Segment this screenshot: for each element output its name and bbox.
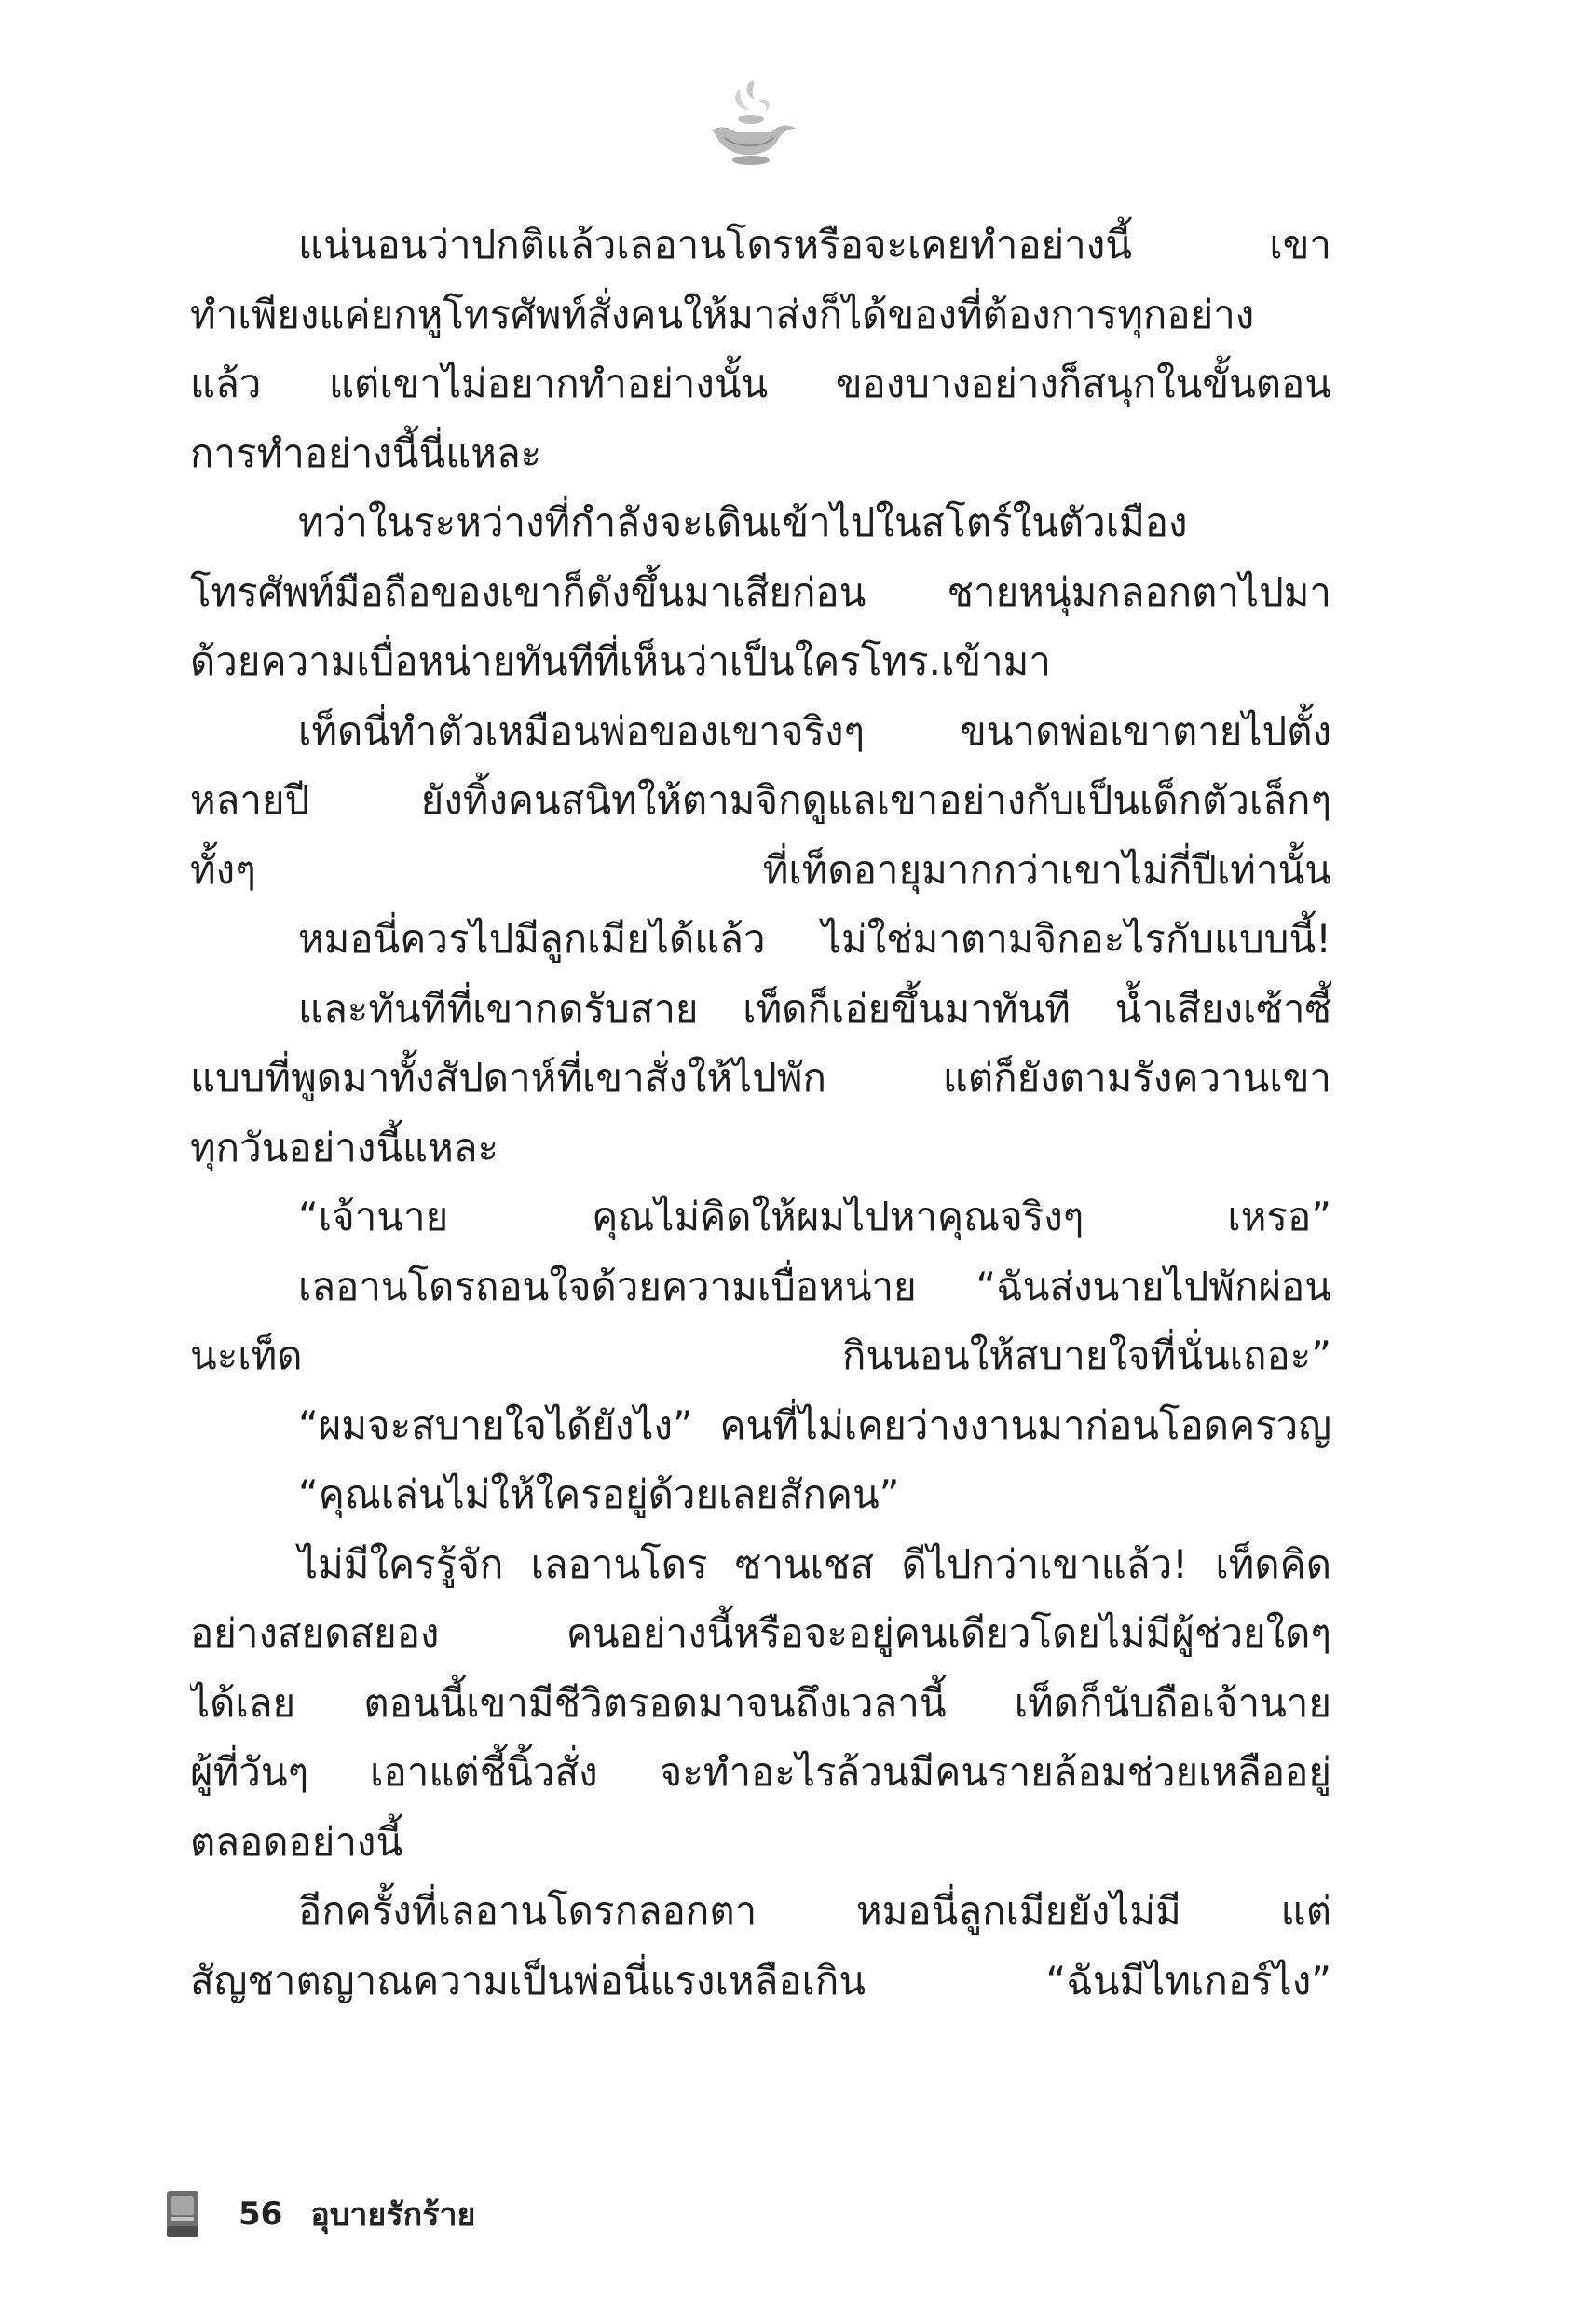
text-segment: อีกครั้งที่เลอานโดรกลอกตา — [298, 1888, 757, 1934]
text-segment: หมอนี่ลูกเมียยังไม่มี — [856, 1888, 1181, 1934]
text-line — [190, 558, 1331, 628]
text-segment: ดีไปกว่าเขาแล้ว! — [901, 1540, 1189, 1587]
text-line — [190, 836, 1331, 906]
text-line — [190, 627, 1331, 697]
text-segment: แต่เขาไม่อยากทำอย่างนั้น — [328, 361, 769, 406]
text-line — [190, 419, 1331, 489]
text-line — [190, 1738, 1331, 1808]
page-number: 56 — [239, 2195, 283, 2233]
text-segment: หลายปี — [190, 777, 310, 823]
text-line — [190, 1877, 1331, 1947]
text-segment: เท็ดก็เอ่ยขึ้นมาทันที — [743, 985, 1071, 1032]
text-line — [190, 1252, 1331, 1322]
text-line — [190, 905, 1331, 975]
text-segment: ซานเชส — [734, 1540, 875, 1587]
text-segment: ไม่มีใครรู้จัก — [298, 1540, 504, 1587]
text-segment: โทรศัพท์มือถือของเขาก็ดังขึ้นมาเสียก่อน — [190, 568, 866, 615]
text-segment: ทว่าในระหว่างที่กำลังจะเดินเข้าไปในสโตร์ในตัวเมือง — [298, 499, 1188, 545]
text-segment: ทำเพียงแค่ยกหูโทรศัพท์สั่งคนให้มาส่งก็ได้ของที่ต้องการทุกอย่าง — [190, 291, 1255, 337]
text-line — [190, 697, 1331, 767]
text-segment: เขา — [1269, 222, 1331, 267]
text-segment: น้ำเสียงเซ้าซี้ — [1114, 985, 1331, 1032]
text-line — [190, 349, 1331, 419]
text-segment: “เจ้านาย — [298, 1194, 449, 1239]
text-line — [190, 1114, 1331, 1183]
text-segment: ขนาดพ่อเขาตายไปตั้ง — [960, 707, 1331, 754]
text-line — [190, 1808, 1331, 1878]
text-line — [190, 975, 1331, 1045]
text-segment: อย่างสยดสยอง — [190, 1610, 440, 1656]
text-line — [190, 1530, 1331, 1600]
text-segment: ยังทิ้งคนสนิทให้ตามจิกดูแลเขาอย่างกับเป็นเด็กตัวเล็กๆ — [420, 777, 1331, 823]
text-segment: นะเท็ด — [190, 1333, 303, 1378]
text-line — [190, 1044, 1331, 1114]
text-line — [190, 1599, 1331, 1669]
text-segment: ผู้ที่วันๆ — [190, 1749, 309, 1795]
text-segment: เท็ดก็นับถือเจ้านาย — [1014, 1679, 1331, 1726]
text-segment: “ผมจะสบายใจได้ยังไง” — [298, 1402, 693, 1448]
text-segment: ทั้งๆ — [190, 846, 256, 893]
text-segment: ได้เลย — [190, 1679, 296, 1726]
text-segment: ตอนนี้เขามีชีวิตรอดมาจนถึงเวลานี้ — [363, 1679, 947, 1726]
text-line — [190, 1391, 1331, 1461]
text-segment: ที่เท็ดอายุมากกว่าเขาไม่กี่ปีเท่านั้น — [762, 846, 1331, 893]
text-segment: “คุณเล่นไม่ให้ใครอยู่ด้วยเลยสักคน” — [298, 1471, 900, 1517]
text-segment: ชายหนุ่มกลอกตาไปมา — [947, 568, 1331, 615]
text-segment: เท็ดนี่ทำตัวเหมือนพ่อของเขาจริงๆ — [298, 707, 866, 754]
text-line — [190, 1183, 1331, 1252]
text-segment: ตลอดอย่างนี้ — [190, 1818, 403, 1865]
text-segment: และทันทีที่เขากดรับสาย — [298, 985, 699, 1032]
text-segment: สัญชาตญาณความเป็นพ่อนี่แรงเหลือเกิน — [190, 1957, 866, 2003]
text-segment: เอาแต่ชี้นิ้วสั่ง — [370, 1749, 598, 1795]
text-line — [190, 1460, 1331, 1530]
text-line — [190, 1947, 1331, 2017]
text-segment: คุณไม่คิดให้ผมไปหาคุณจริงๆ — [592, 1194, 1084, 1239]
text-segment: ทุกวันอย่างนี้แหละ — [190, 1124, 499, 1170]
text-segment: จะทำอะไรล้วนมีคนรายล้อมช่วยเหลืออยู่ — [659, 1749, 1331, 1795]
text-segment: ของบางอย่างก็สนุกในขั้นตอน — [835, 361, 1331, 406]
text-line — [190, 280, 1331, 350]
text-segment: “ฉันส่งนายไปพักผ่อน — [975, 1263, 1331, 1309]
text-segment: คนที่ไม่เคยว่างงานมาก่อนโอดครวญ — [719, 1402, 1331, 1448]
text-line — [190, 488, 1331, 558]
book-icon — [164, 2189, 201, 2239]
text-line — [190, 1669, 1331, 1739]
body-text — [190, 211, 1331, 2016]
text-segment: แน่นอนว่าปกติแล้วเลอานโดรหรือจะเคยทำอย่างนี้ — [298, 222, 1132, 267]
text-segment: ไม่ใช่มาตามจิกอะไรกับแบบนี้! — [821, 916, 1331, 962]
text-line — [190, 1321, 1331, 1391]
text-segment: เลอานโดรถอนใจด้วยความเบื่อหน่าย — [298, 1263, 917, 1309]
text-segment: แต่ก็ยังตามรังควานเขา — [942, 1055, 1331, 1101]
book-title: อุบายรักร้าย — [310, 2196, 476, 2234]
text-segment: กินนอนให้สบายใจที่นั่นเถอะ” — [841, 1333, 1331, 1378]
text-segment: แบบที่พูดมาทั้งสัปดาห์ที่เขาสั่งให้ไปพัก — [190, 1055, 826, 1101]
magic-lamp-icon — [699, 73, 801, 175]
text-line — [190, 211, 1331, 280]
text-segment: “ฉันมีไทเกอร์ไง” — [1045, 1957, 1331, 2003]
text-segment: ด้วยความเบื่อหน่ายทันทีที่เห็นว่าเป็นใครโทร.เข้ามา — [190, 638, 1051, 684]
text-segment: คนอย่างนี้หรือจะอยู่คนเดียวโดยไม่มีผู้ช่วยใดๆ — [566, 1610, 1331, 1656]
text-segment: แล้ว — [190, 361, 262, 406]
text-segment: หมอนี่ควรไปมีลูกเมียได้แล้ว — [298, 916, 766, 962]
text-segment: เท็ดคิด — [1215, 1540, 1331, 1587]
text-line — [190, 766, 1331, 836]
page-footer — [164, 2186, 475, 2242]
text-segment: เลอานโดร — [530, 1540, 708, 1587]
text-segment: การทำอย่างนี้นี่แหละ — [190, 430, 542, 476]
text-segment: แต่ — [1280, 1888, 1331, 1934]
text-segment: เหรอ” — [1227, 1194, 1331, 1239]
